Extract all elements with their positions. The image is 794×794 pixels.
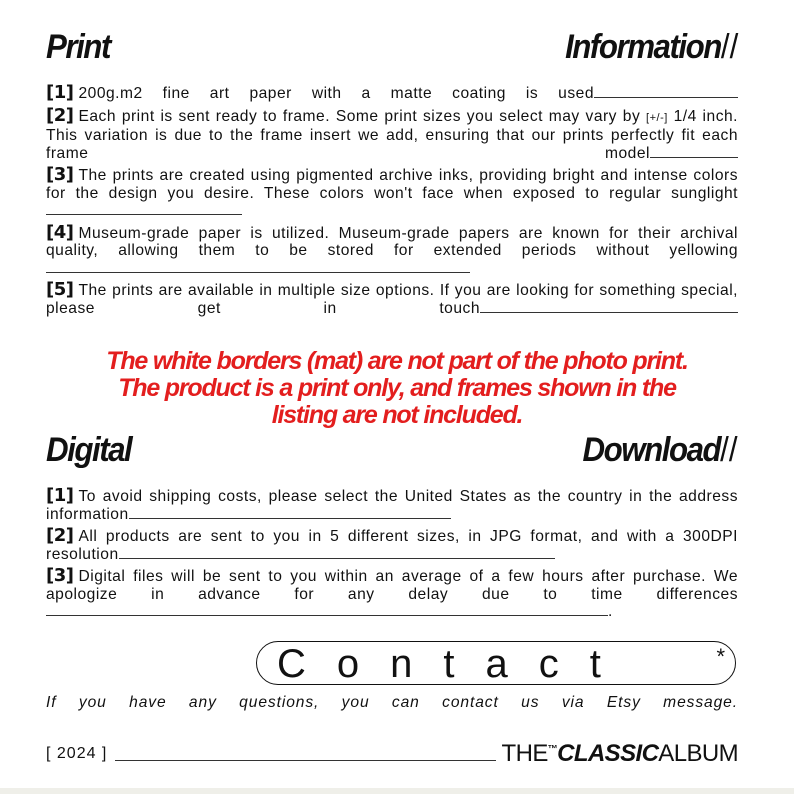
fill-line — [480, 312, 738, 313]
print-item-2 — [46, 104, 738, 163]
warning-line-2: The product is a print only, and frames shown in the — [118, 374, 676, 402]
print-item-3 — [46, 166, 738, 220]
frame-not-included-warning — [0, 348, 794, 429]
brand-prefix: THE — [501, 740, 548, 767]
item-number: [5] — [46, 279, 74, 300]
heading-download-text: Download — [582, 431, 721, 469]
heading-slashes: // — [720, 28, 738, 66]
item-text: The prints are created using pigmented archive inks, providing bright and intense colors for the design you desire. These colors won't face when exposed to regular sunglight — [46, 167, 738, 202]
heading-download — [583, 430, 738, 470]
digital-item-3 — [46, 567, 738, 621]
item-number: [2] — [46, 104, 74, 126]
heading-print: Print — [46, 28, 110, 66]
item-tolerance: [+/-] — [646, 111, 668, 124]
footer-divider — [115, 760, 495, 761]
heading-information-text: Information — [564, 28, 721, 66]
item-number: [1] — [46, 485, 74, 506]
fill-line — [46, 615, 608, 616]
print-item-5 — [46, 281, 738, 317]
contact-button[interactable] — [256, 641, 736, 685]
warning-line-1: The white borders (mat) are not part of the photo print. — [106, 347, 688, 375]
fill-line — [46, 272, 470, 273]
item-number: [4] — [46, 221, 74, 243]
item-number: [1] — [46, 82, 74, 103]
item-number: [2] — [46, 525, 74, 546]
item-text: Museum-grade paper is utilized. Museum-grade papers are known for their archival quality, allowing them to be stored for extended periods without yellowing — [46, 224, 738, 259]
trademark-symbol: ™ — [547, 744, 558, 755]
fill-line — [650, 157, 738, 158]
digital-info-list — [46, 487, 738, 621]
bottom-strip — [0, 788, 794, 794]
item-text: All products are sent to you in 5 different sizes, in JPG format, and with a 300DPI resolution — [46, 528, 738, 563]
print-info-list — [46, 84, 738, 317]
heading-digital: Digital — [46, 431, 132, 469]
brand-bold: CLASSIC — [557, 740, 659, 767]
digital-item-1 — [46, 487, 738, 523]
item-number: [3] — [46, 164, 74, 185]
contact-label: Contact — [277, 642, 632, 686]
print-item-4 — [46, 221, 738, 278]
item-text: Each print is sent ready to frame. Some print sizes you select may vary by — [78, 107, 647, 125]
item-text-after: 1/4 inch. This variation is due to the frame insert we add, ensuring that our prints perfectly fit each frame model — [46, 107, 738, 162]
brand-logo — [502, 740, 738, 768]
year-label: [ 2024 ] — [46, 745, 108, 762]
item-text: The prints are available in multiple size options. If you are looking for something special, please get in touch — [46, 282, 738, 317]
fill-line — [46, 214, 242, 215]
item-end: . — [608, 603, 613, 620]
item-text: To avoid shipping costs, please select the United States as the country in the address information — [46, 488, 738, 523]
item-text: Digital files will be sent to you within an average of a few hours after purchase. We apologize in advance for any delay due to time differences — [46, 568, 738, 603]
brand-suffix: ALBUM — [658, 740, 738, 767]
item-text: 200g.m2 fine art paper with a matte coating is used — [78, 85, 594, 102]
fill-line — [594, 97, 738, 98]
asterisk-icon: * — [716, 644, 725, 669]
print-information-heading — [46, 27, 738, 67]
print-item-1 — [46, 84, 738, 103]
digital-download-heading — [46, 430, 738, 470]
item-number: [3] — [46, 565, 74, 586]
fill-line — [129, 518, 451, 519]
fill-line — [119, 558, 555, 559]
footer — [46, 740, 738, 768]
contact-message: If you have any questions, you can contact us via Etsy message. — [46, 694, 738, 711]
digital-item-2 — [46, 527, 738, 563]
warning-line-3: listing are not included. — [271, 401, 523, 429]
heading-information — [565, 27, 738, 67]
heading-slashes: // — [720, 431, 738, 469]
